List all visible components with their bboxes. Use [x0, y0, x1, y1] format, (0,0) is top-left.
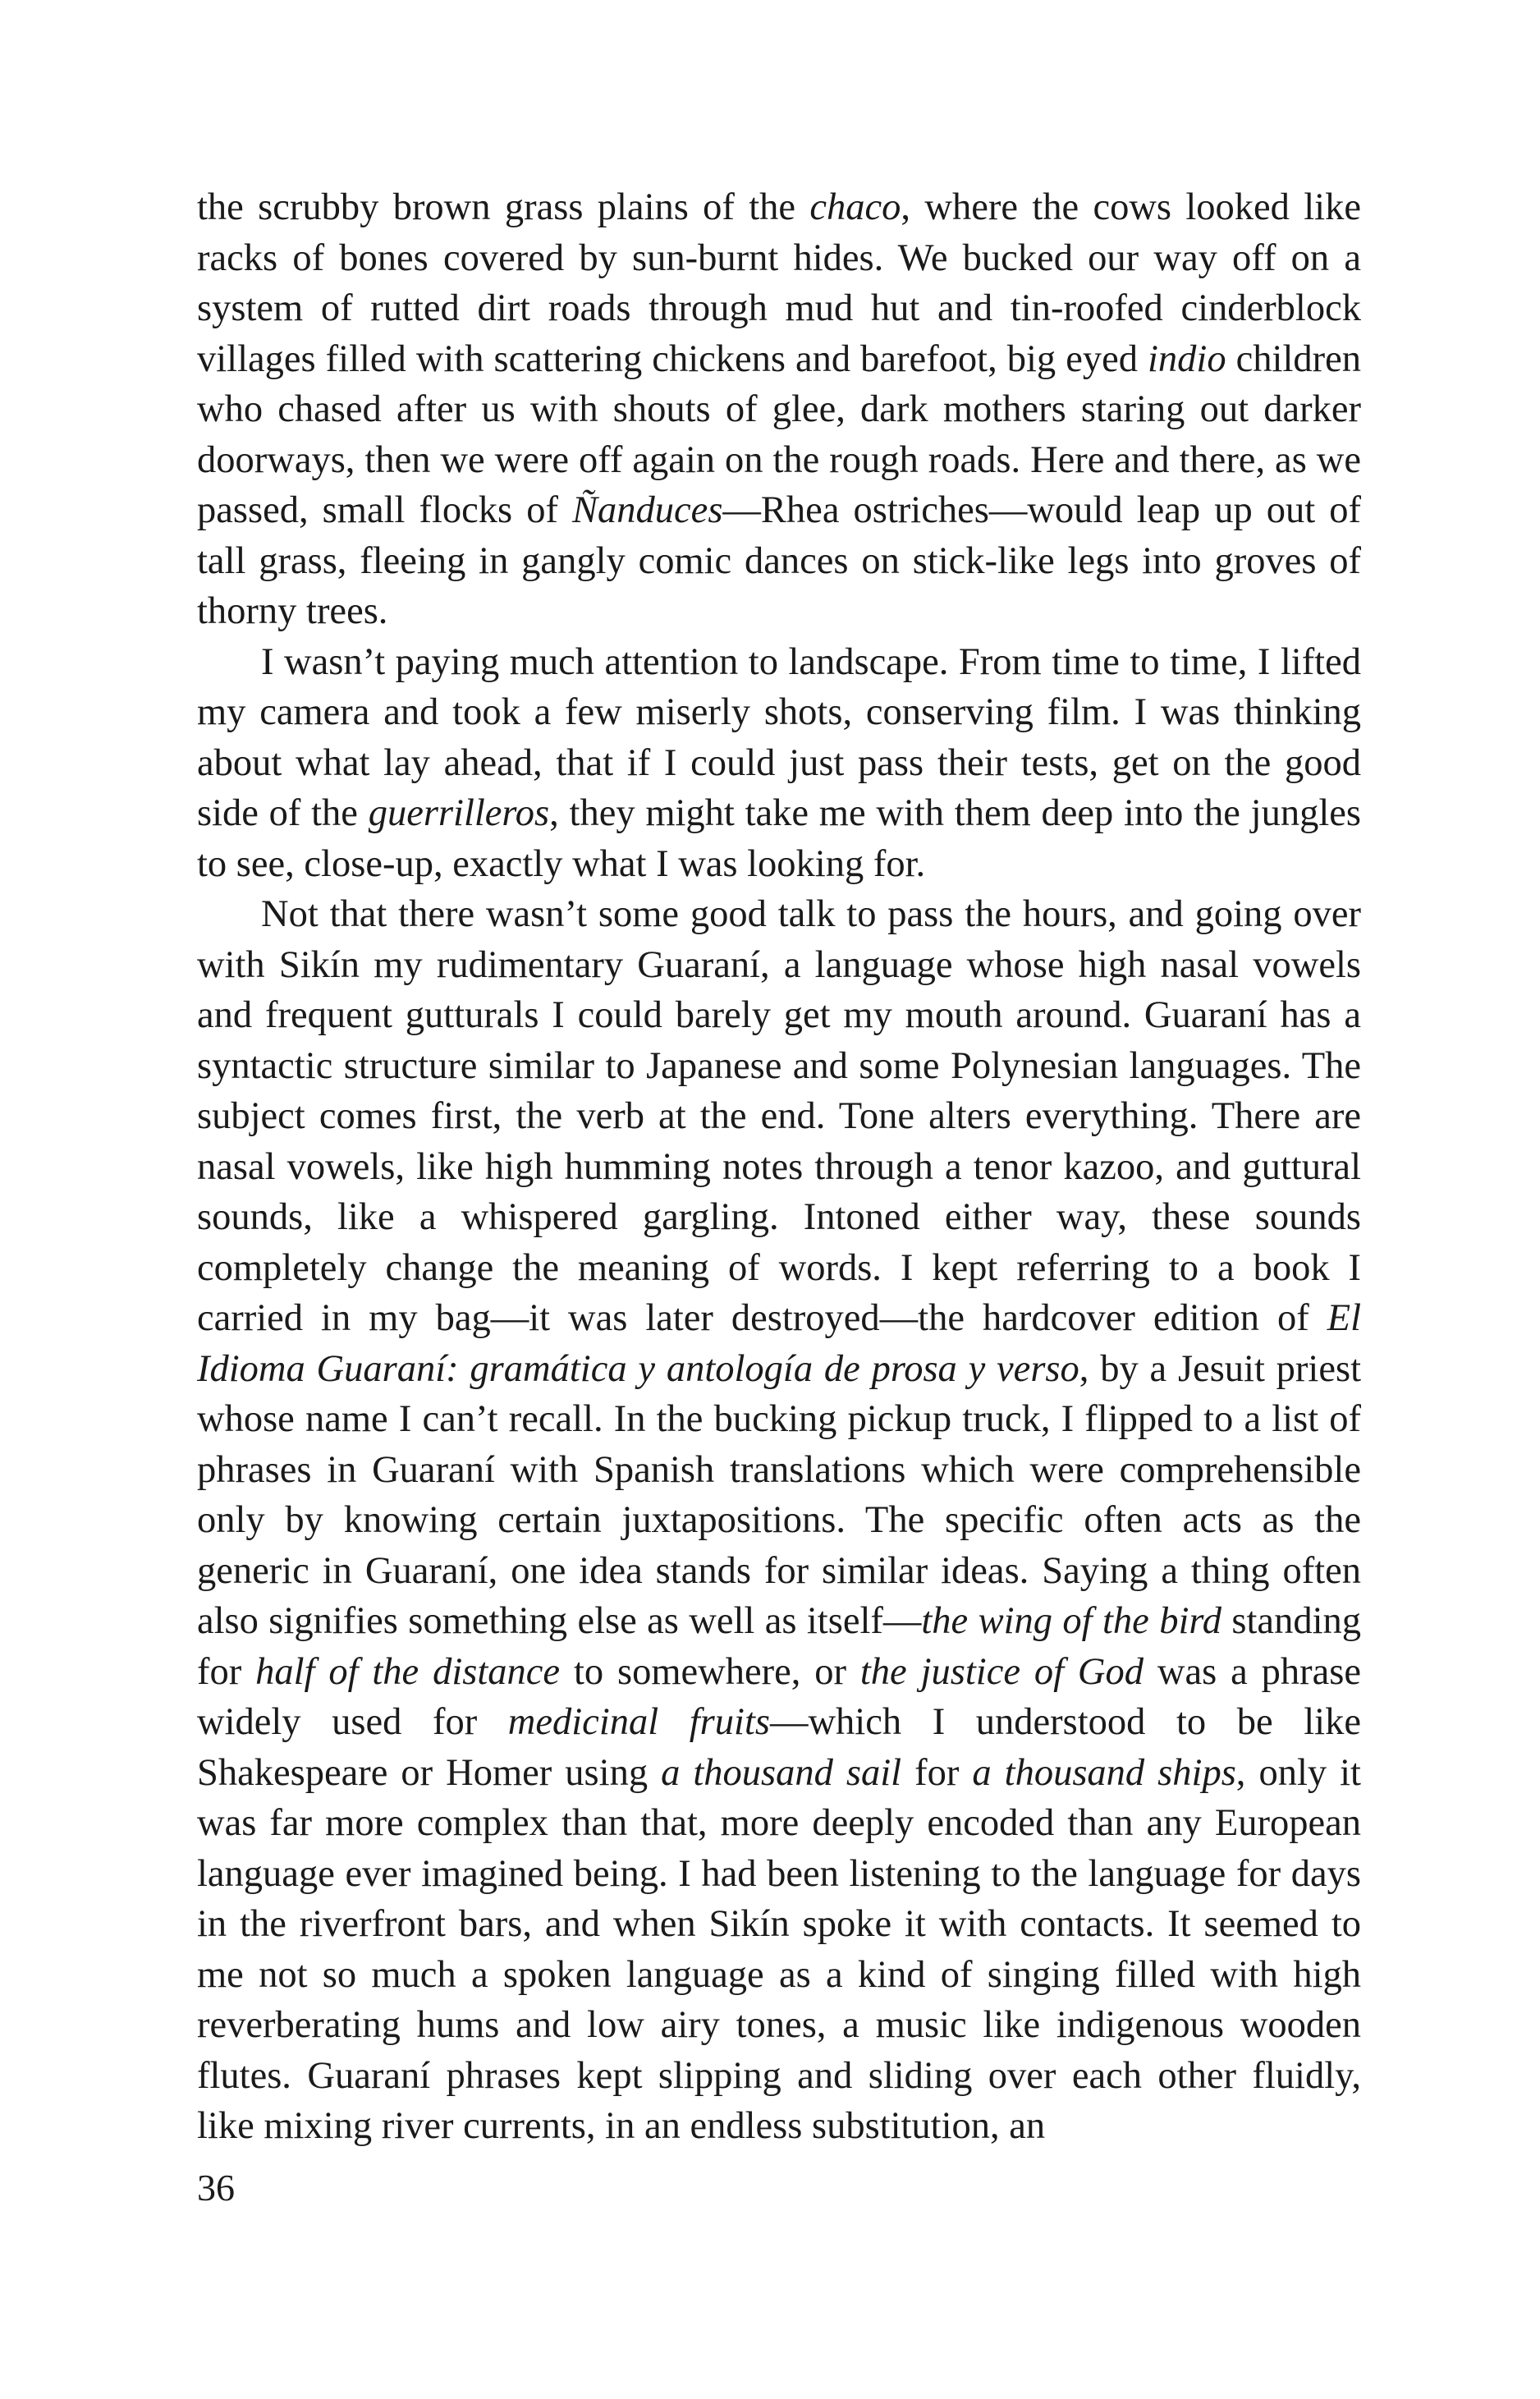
- page-number: 36: [197, 2167, 235, 2209]
- paragraph: [197, 182, 1361, 637]
- text-run: the scrubby brown grass plains of the: [197, 186, 810, 228]
- text-run: for: [901, 1751, 973, 1794]
- italic-text: medicinal fruits: [507, 1701, 770, 1743]
- text-run: , they might take me with them deep into the jungles to see, close-up, exactly what I was looking for.: [197, 792, 1361, 885]
- paragraph: [197, 637, 1361, 890]
- paragraph: [197, 889, 1361, 2152]
- text-run: standing for: [197, 1600, 1361, 1693]
- text-run: was a phrase widely used for: [197, 1650, 1361, 1743]
- italic-text: indio: [1148, 337, 1226, 380]
- text-run: children who chased after us with shouts of glee, dark mothers staring out darker doorways, then we were off again on the rough roads. Here and there, as we passed, small flocks of: [197, 337, 1361, 531]
- text-run: —which I understood to be like Shakespeare or Homer using: [197, 1701, 1361, 1794]
- text-run: , only it was far more complex than that, more deeply encoded than any European language ever imagined being. I had been listening to the language for days in the riverfront bars, and when Sikín spoke it with contacts. It seemed to me not so much a spoken language as a kind of singing filled with high reverberating hums and low airy tones, a music like indigenous wooden flutes. Guaraní phrases kept slipping and sliding over each other fluidly, like mixing river currents, in an endless substitution, an: [197, 1751, 1361, 2147]
- text-run: Not that there wasn’t some good talk to pass the hours, and going over with Sikín my rudimentary Guaraní, a language whose high nasal vowels and frequent gutturals I could barely get my mouth around. Guaraní has a syntactic structure similar to Japanese and some Polynesian languages. The subject comes first, the verb at the end. Tone alters everything. There are nasal vowels, like high humming notes through a tenor kazoo, and guttural sounds, like a whispered gargling. Intoned either way, these sounds completely change the meaning of words. I kept referring to a book I carried in my bag—it was later destroyed—the hardcover edition of: [197, 893, 1361, 1339]
- text-run: , by a Jesuit priest whose name I can’t recall. In the bucking pickup truck, I flipped to a list of phrases in Guaraní with Spanish translations which were comprehensible only by knowing certain juxtapositions. The specific often acts as the generic in Guaraní, one idea stands for similar ideas. Saying a thing often also signifies something else as well as itself—: [197, 1347, 1361, 1642]
- body-text: [197, 182, 1361, 2152]
- italic-text: chaco: [809, 186, 901, 228]
- italic-text: a thousand ships: [972, 1751, 1236, 1794]
- italic-text: El Idioma Guaraní: gramática y antología de prosa y verso: [197, 1297, 1361, 1390]
- italic-text: the wing of the bird: [921, 1600, 1222, 1642]
- text-run: —Rhea ostriches—would leap up out of tall grass, fleeing in gangly comic dances on stick-like legs into groves of thorny trees.: [197, 489, 1361, 632]
- italic-text: the justice of God: [859, 1650, 1144, 1693]
- text-run: I wasn’t paying much attention to landscape. From time to time, I lifted my camera and took a few miserly shots, conserving film. I was thinking about what lay ahead, that if I could just pass their tests, get on the good side of the: [197, 640, 1361, 834]
- italic-text: guerrilleros: [368, 792, 550, 834]
- italic-text: Ñanduces: [572, 489, 723, 531]
- italic-text: a thousand sail: [661, 1751, 902, 1794]
- text-run: , where the cows looked like racks of bones covered by sun-burnt hides. We bucked our way off on a system of rutted dirt roads through mud hut and tin-roofed cinderblock villages filled with scattering chickens and barefoot, big eyed: [197, 186, 1361, 380]
- text-run: to somewhere, or: [560, 1650, 860, 1693]
- italic-text: half of the distance: [255, 1650, 561, 1693]
